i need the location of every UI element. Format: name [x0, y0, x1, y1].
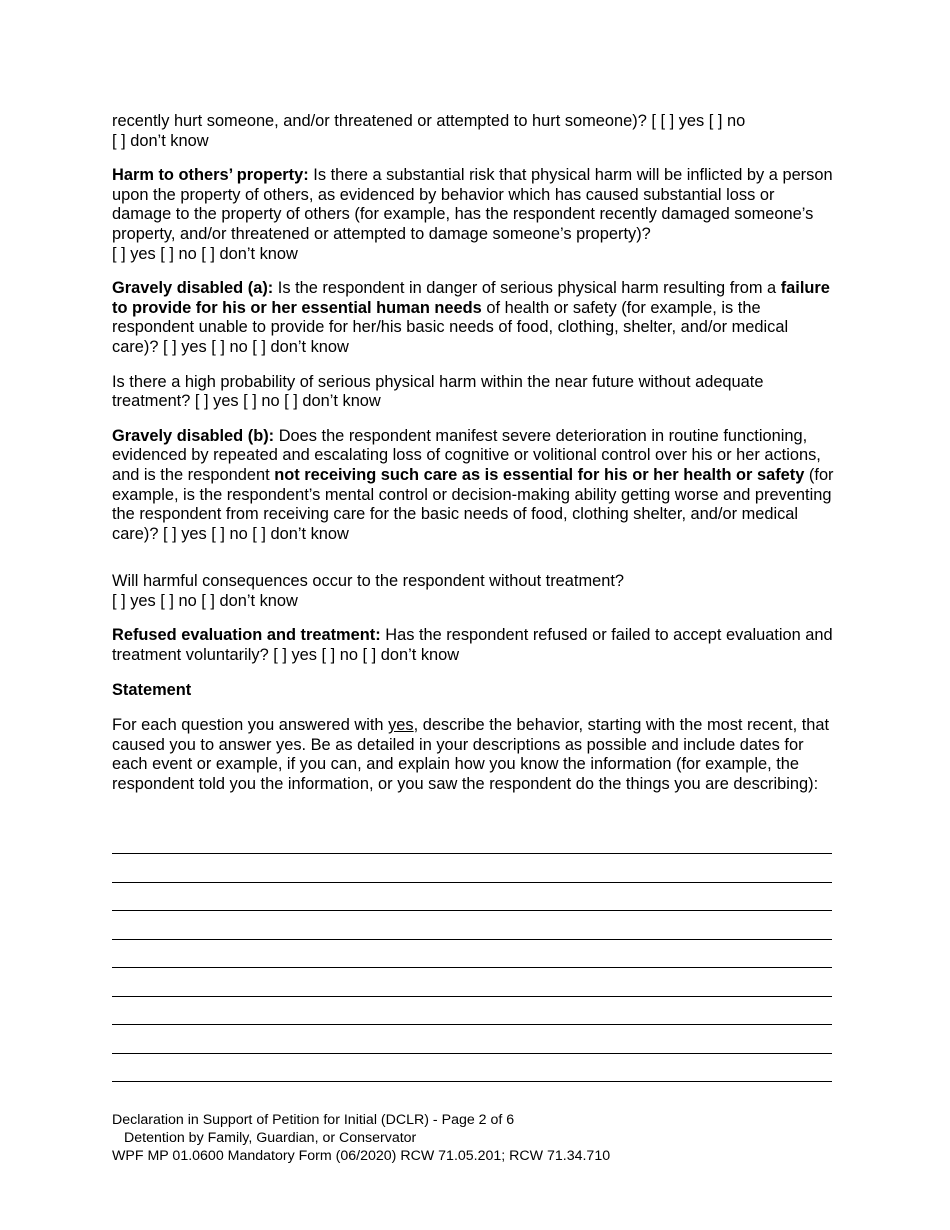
gravely-a-paragraph [112, 279, 838, 357]
probability-text: Is there a high probability of serious physical harm within the near future without adequate treatment? [ ] yes [ ] no [ ] don’t know [112, 372, 764, 411]
gravely-b-bold: not receiving such care as is essential for his or her health or safety [274, 465, 805, 484]
harm-property-paragraph [112, 166, 838, 264]
gravely-b-label: Gravely disabled (b): [112, 426, 275, 445]
gravely-a-text-1: Is the respondent in danger of serious physical harm resulting from a [273, 279, 781, 298]
refused-paragraph [112, 626, 838, 665]
writing-line[interactable] [112, 1081, 832, 1082]
refused-label: Refused evaluation and treatment: [112, 626, 381, 645]
statement-text-2: , describe the behavior, starting with the most recent, that caused you to answer yes. Be as detailed in your descriptions as possible and include dates for each event or example, if you can, and explain how you know the information (for example, the respondent told you the information, or you saw the respondent do the things you are describing): [112, 716, 830, 794]
statement-writing-lines[interactable] [112, 853, 832, 1110]
footer-line-1: Declaration in Support of Petition for Initial (DCLR) - Page 2 of 6 [112, 1112, 515, 1128]
writing-line[interactable] [112, 910, 832, 911]
footer-line-2: Detention by Family, Guardian, or Conservator [124, 1130, 417, 1146]
intro-line-2: [ ] don’t know [112, 131, 209, 150]
consequences-paragraph [112, 572, 838, 611]
writing-line[interactable] [112, 1024, 832, 1025]
gravely-a-text-2: of health or safety (for example, is the respondent unable to provide for her/his basic needs of food, clothing, shelter, and/or medical care)? [ ] yes [ ] no [ ] don’t know [112, 298, 789, 356]
intro-line-1: recently hurt someone, and/or threatened or attempted to hurt someone)? [ [ ] yes [ ] no [112, 112, 746, 130]
gravely-b-paragraph [112, 427, 838, 545]
gravely-b-text-2: (for example, is the respondent’s mental control or decision-making ability getting worse and preventing the respondent from receiving care for the basic needs of food, clothing shelter, and/or medical care)? [ ] yes [ ] no [ ] don’t know [112, 465, 834, 543]
consequences-line-1: Will harmful consequences occur to the respondent without treatment? [112, 572, 625, 591]
writing-line[interactable] [112, 996, 832, 997]
writing-line[interactable] [112, 853, 832, 854]
harm-property-options: [ ] yes [ ] no [ ] don’t know [112, 244, 298, 263]
probability-paragraph [112, 373, 838, 412]
harm-property-text: Is there a substantial risk that physical harm will be inflicted by a person upon the property of others, as evidenced by behavior which has caused substantial loss or damage to the property of others (for example, has the respondent recently damaged someone’s property, and/or threatened or attempted to damage someone’s property)? [112, 166, 833, 243]
harm-property-label: Harm to others’ property: [112, 166, 309, 185]
gravely-a-bold: failure to provide for his or her essential human needs [112, 279, 830, 317]
statement-text-1: For each question you answered with [112, 716, 389, 735]
writing-line[interactable] [112, 1053, 832, 1054]
refused-text: Has the respondent refused or failed to accept evaluation and treatment voluntarily? [ ] yes [ ] no [ ] don’t know [112, 626, 833, 665]
writing-line[interactable] [112, 939, 832, 940]
intro-paragraph [112, 112, 838, 151]
gravely-a-label: Gravely disabled (a): [112, 279, 274, 298]
footer-line-3: WPF MP 01.0600 Mandatory Form (06/2020) RCW 71.05.201; RCW 71.34.710 [112, 1148, 611, 1164]
statement-underlined: yes [388, 716, 414, 735]
writing-line[interactable] [112, 882, 832, 883]
consequences-line-2: [ ] yes [ ] no [ ] don’t know [112, 591, 298, 610]
page-footer [112, 1111, 610, 1165]
gravely-b-text-1: Does the respondent manifest severe deterioration in routine functioning, evidenced by repeated and escalating loss of cognitive or volitional control over his or her actions, and is the respondent [112, 426, 821, 484]
form-body [112, 112, 838, 810]
statement-heading: Statement [112, 680, 192, 699]
statement-paragraph [112, 716, 838, 794]
writing-line[interactable] [112, 967, 832, 968]
